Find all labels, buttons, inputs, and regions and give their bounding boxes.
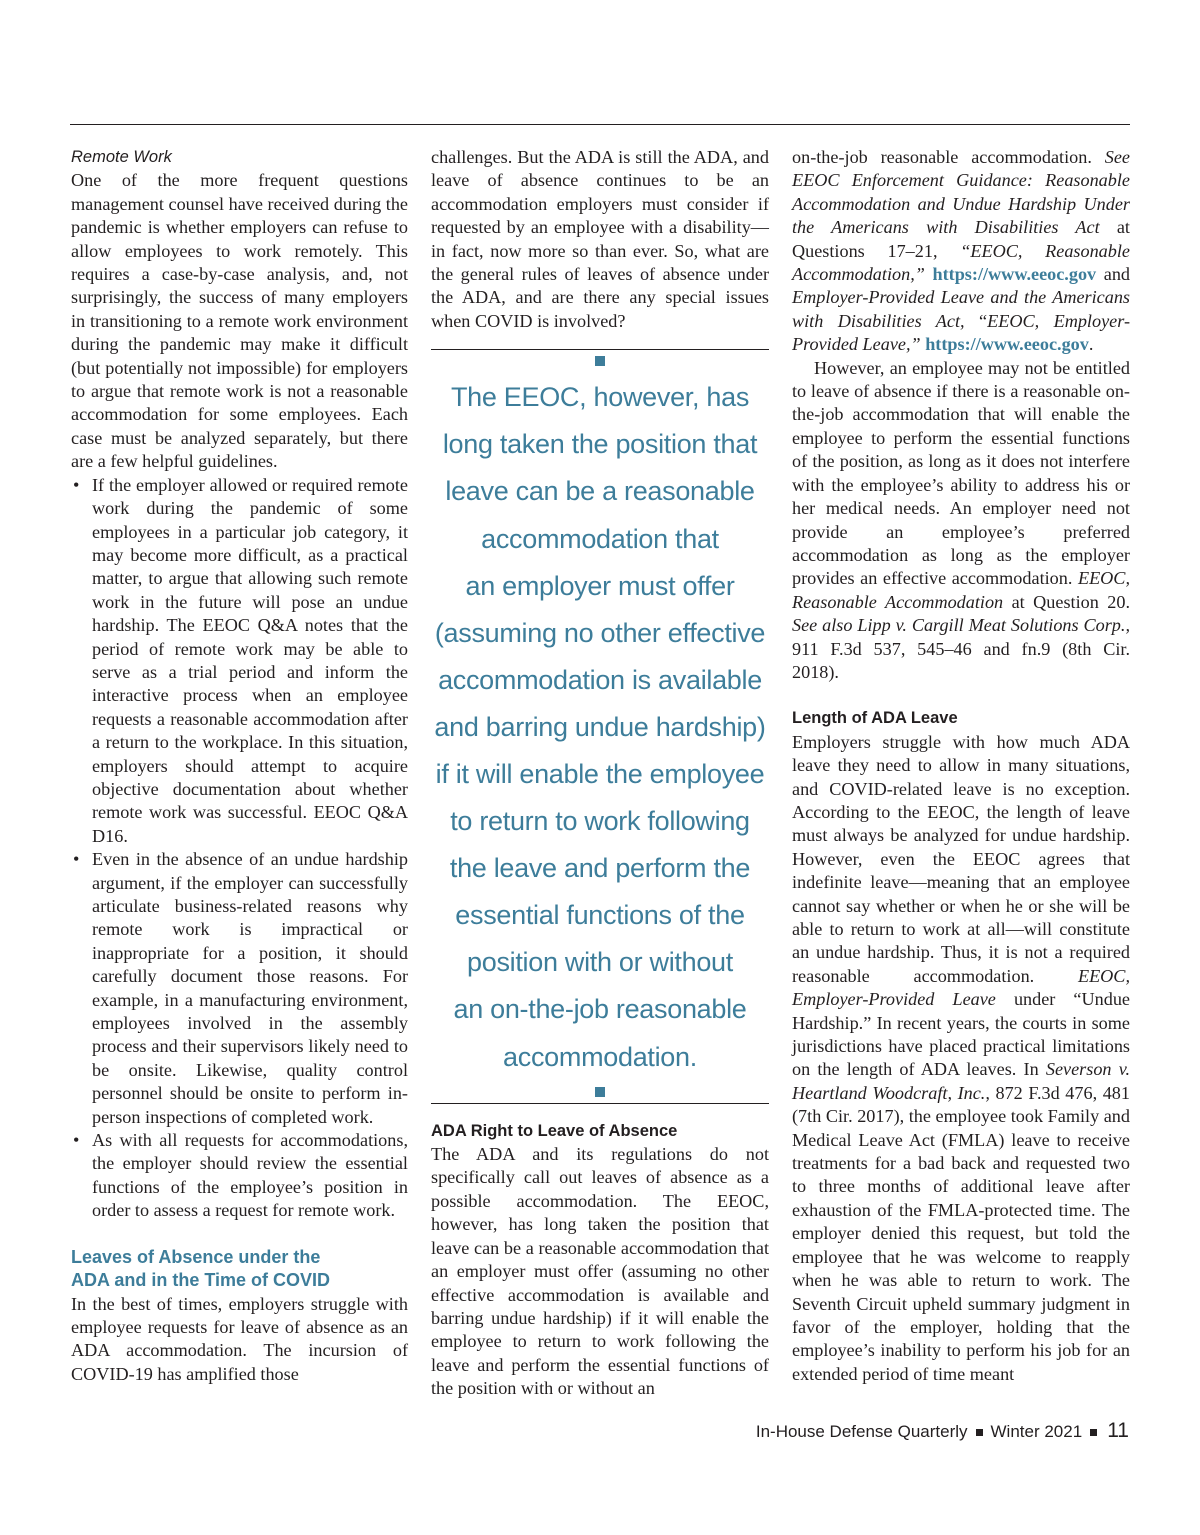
pull-quote-line: the leave and perform the bbox=[449, 853, 751, 884]
pull-quote-line: if it will enable the employee bbox=[435, 759, 765, 789]
list-item: • As with all requests for accommodations, the employer should review the essential functions of the employee’s position in order to assess a request for remote work. bbox=[71, 1129, 408, 1223]
pull-quote-line: accommodation is available bbox=[438, 664, 762, 695]
column-2 bbox=[431, 146, 769, 1401]
remote-work-intro: One of the more frequent questions management counsel have received during the pandemic is whether employers can refuse to allow employees to work remotely. This requires a case-by-case analysis, and, not surprisingly, the success of many employers in transitioning to a remote work environment during the pandemic may make it difficult (but potentially not impossible) for employers to argue that remote work is not a reasonable accommodation for some employees. Each case must be analyzed separately, but there are a few helpful guidelines. bbox=[71, 170, 408, 472]
pull-quote-line: essential functions of the bbox=[455, 900, 745, 931]
eeoc-link[interactable]: https://www.eeoc.gov bbox=[925, 334, 1089, 355]
eeoc-link[interactable]: https://www.eeoc.gov bbox=[932, 264, 1097, 285]
pull-quote-line: an on-the-job reasonable bbox=[453, 994, 747, 1025]
top-rule bbox=[70, 124, 1130, 125]
pull-quote-line: accommodation. bbox=[503, 1041, 697, 1072]
column-3 bbox=[792, 146, 1130, 1386]
section-heading bbox=[71, 1246, 408, 1293]
publication-name: In-House Defense Quarterly bbox=[755, 1422, 968, 1441]
pull-quote-top-rule bbox=[431, 349, 769, 350]
page-footer bbox=[756, 1419, 1129, 1443]
section-heading-line-1: Leaves of Absence under the bbox=[71, 1246, 321, 1267]
ada-leave-heading: ADA Right to Leave of Absence bbox=[431, 1121, 678, 1140]
square-ornament-icon bbox=[595, 356, 605, 366]
remote-work-heading: Remote Work bbox=[71, 148, 172, 166]
length-of-leave-heading: Length of ADA Leave bbox=[792, 709, 958, 728]
pull-quote-line: long taken the position that bbox=[442, 429, 758, 460]
list-item: • Even in the absence of an undue hardship argument, if the employer can successfully articulate business-related reasons why remote work is impractical or inappropriate for a position, it should carefully document those reasons. For example, in a manufacturing environment, employees involved in the assembly process and their supervisors likely need to be onsite. Likewise, quality control personnel should be onsite to perform in-person inspections of completed work. bbox=[71, 848, 408, 1129]
pull-quote bbox=[431, 349, 769, 1103]
entitlement-paragraph: However, an employee may not be entitled to leave of absence if there is a reasonable on-the-job accommodation that will enable the employee to perform the essential functions of the position, as long as it does not interfere with the employee’s ability to address his or her medical needs. An employer need not provide an employee’s preferred accommodation as long as the employer provides an effective accommodation. EEOC, Reasonable Accommodation at Question 20. See also Lipp v. Cargill Meat Solutions Corp., 911 F.3d 537, 545–46 and fn.9 (8th Cir. 2018). bbox=[792, 357, 1130, 682]
square-ornament-icon bbox=[595, 1087, 605, 1097]
pull-quote-text bbox=[431, 374, 769, 1080]
pull-quote-line: position with or without bbox=[467, 947, 733, 978]
length-of-leave-paragraph: Employers struggle with how much ADA leave they need to allow in many situations, and COVID-related leave is no exception. According to the EEOC, the length of leave must always be analyzed for undue hardship. However, even the EEOC agrees that indefinite leave—meaning that an employee cannot say whether or when he or she will be able to return to work at all—will constitute an undue hardship. Thus, it is not a required reasonable accommodation. EEOC, Employer-Provided Leave under “Undue Hardship.” In recent years, the courts in some jurisdictions have placed practical limitations on the length of ADA leaves. In Severson v. Heartland Woodcraft, Inc., 872 F.3d 476, 481 (7th Cir. 2017), the employee took Family and Medical Leave Act (FMLA) leave to receive treatments for a bad back and requested two to three months of additional leave after exhaustion of the FMLA-protected time. The employer denied this request, but told the employee that he was welcome to reapply when he was able to return to work. The Seventh Circuit upheld summary judgment in favor of the employer, holding that the employee’s inability to perform his job for an extended period of time meant bbox=[792, 731, 1130, 1384]
list-item: • If the employer allowed or required remote work during the pandemic of some employees in a particular job category, it may become more difficult, as a practical matter, to argue that allowing such remote work in the future will pose an undue hardship. The EEOC Q&A notes that the period of remote work may be able to serve as a trial period and inform the interactive process when an employee requests a reasonable accommodation after a return to the workplace. In this situation, employers should attempt to acquire objective documentation about whether remote work was successful. EEOC Q&A D16. bbox=[71, 474, 408, 849]
pull-quote-line: The EEOC, however, has bbox=[450, 382, 750, 413]
square-separator-icon bbox=[1090, 1429, 1097, 1436]
pull-quote-line: (assuming no other effective bbox=[434, 617, 766, 648]
ada-leave-paragraph: The ADA and its regulations do not specifically call out leaves of absence as a possible accommodation. The EEOC, however, has long taken the position that leave can be a reasonable accommodation that an employer must offer (assuming no other effective accommodation is available and barring undue hardship) if it will enable the employee to return to work following the leave and perform the essential functions of the position with or without an bbox=[431, 1144, 769, 1399]
pull-quote-line: accommodation that bbox=[481, 523, 719, 554]
section-heading-line-2: ADA and in the Time of COVID bbox=[71, 1270, 331, 1291]
pull-quote-line: leave can be a reasonable bbox=[445, 476, 755, 507]
column-1 bbox=[71, 146, 408, 1386]
issue-label: Winter 2021 bbox=[990, 1422, 1083, 1441]
square-separator-icon bbox=[976, 1429, 983, 1436]
pull-quote-bottom-rule bbox=[431, 1103, 769, 1104]
pull-quote-line: to return to work following bbox=[450, 806, 750, 837]
continuation-paragraph: challenges. But the ADA is still the ADA, and leave of absence continues to be an accommodation employers must consider if requested by an employee with a disability—in fact, now more so than ever. So, what are the general rules of leaves of absence under the ADA, and are there any special issues when COVID is involved? bbox=[431, 147, 769, 331]
citation-paragraph: on-the-job reasonable accommodation. See EEOC Enforcement Guidance: Reasonable Accommodation and Undue Hardship Under the Americans with Disabilities Act at Questions 17–21, “EEOC, Reasonable Accommodation,” https://www.eeoc.gov and Employer-Provided Leave and the Americans with Disabilities Act, “EEOC, Employer-Provided Leave,” https://www.eeoc.gov. bbox=[792, 147, 1131, 355]
pull-quote-line: an employer must offer bbox=[465, 570, 735, 601]
remote-work-bullet-list bbox=[71, 474, 408, 1223]
section-intro: In the best of times, employers struggle with employee requests for leave of absence as an ADA accommodation. The incursion of COVID-19 has amplified those bbox=[71, 1293, 408, 1384]
pull-quote-line: and barring undue hardship) bbox=[434, 711, 766, 742]
page-number: 11 bbox=[1107, 1419, 1129, 1442]
